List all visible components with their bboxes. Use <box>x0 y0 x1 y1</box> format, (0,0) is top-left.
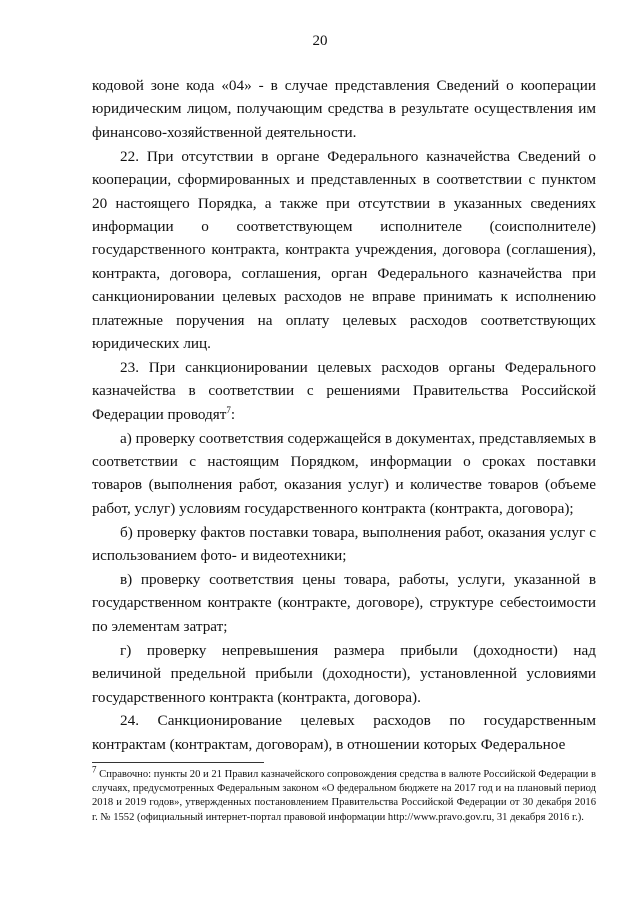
paragraph-23-text: 23. При санкционировании целевых расходов органы Федерального казначейства в соответствии с решениями Правительства Российской Федерации проводят <box>92 358 596 423</box>
body-text <box>92 74 596 757</box>
paragraph-23-a: а) проверку соответствия содержащейся в документах, представляемых в соответствии с настоящим Порядком, информации о сроках поставки товаров (выполнения работ, оказания услуг) и количестве товаров (объеме работ, услуг) условиям государственного контракта (контракта, договора); <box>92 429 596 517</box>
footnote-reference[interactable]: 7 <box>226 404 231 415</box>
paragraph-continued: кодовой зоне кода «04» - в случае представления Сведений о кооперации юридическим лицом, получающим средства в результате осуществления им финансово-хозяйственной деятельности. <box>92 77 596 141</box>
page-number: 20 <box>312 33 328 49</box>
paragraph-23-b: б) проверку фактов поставки товара, выполнения работ, оказания услуг с использованием фото- и видеотехники; <box>92 523 596 565</box>
paragraph-23-tail: : <box>230 405 236 423</box>
paragraph-23-v: в) проверку соответствия цены товара, работы, услуги, указанной в государственном контракте (контракте, договоре), структуре себестоимости по элементам затрат; <box>92 571 596 635</box>
paragraph-22: 22. При отсутствии в органе Федерального казначейства Сведений о кооперации, сформированных и представленных в соответствии с пунктом 20 настоящего Порядка, а также при отсутствии в указанных сведениях информации о соответствующем исполнителе (соисполнителе) государственного контракта, контракта учреждения, договора (соглашения), контракта, договора, соглашения, орган Федерального казначейства при санкционировании целевых расходов не вправе принимать к исполнению платежные поручения на оплату целевых расходов соответствующих юридических лиц. <box>92 147 596 352</box>
paragraph-24: 24. Санкционирование целевых расходов по государственным контрактам (контрактам, договорам), в отношении которых Федеральное <box>92 712 596 753</box>
paragraph-23-g: г) проверку непревышения размера прибыли (доходности) над величиной предельной прибыли (доходности), установленной условиями государственного контракта (контракта, договора). <box>92 641 596 706</box>
paragraph-23 <box>92 356 596 426</box>
footnote-divider <box>92 762 264 763</box>
footnote-text: Справочно: пункты 20 и 21 Правил казначейского сопровождения средства в валюте Российской Федерации в случаях, предусмотренных Федеральным законом «О федеральном бюджете на 2017 год и на плановый период 2018 и 2019 годов», утвержденных постановлением Правительства Российской Федерации от 30 декабря 2016 г. № 1552 (официальный интернет-портал правовой информации http://www.pravo.gov.ru, 31 декабря 2016 г.). <box>92 769 596 823</box>
footnote-marker: 7 <box>92 764 97 775</box>
footnote <box>92 764 596 825</box>
